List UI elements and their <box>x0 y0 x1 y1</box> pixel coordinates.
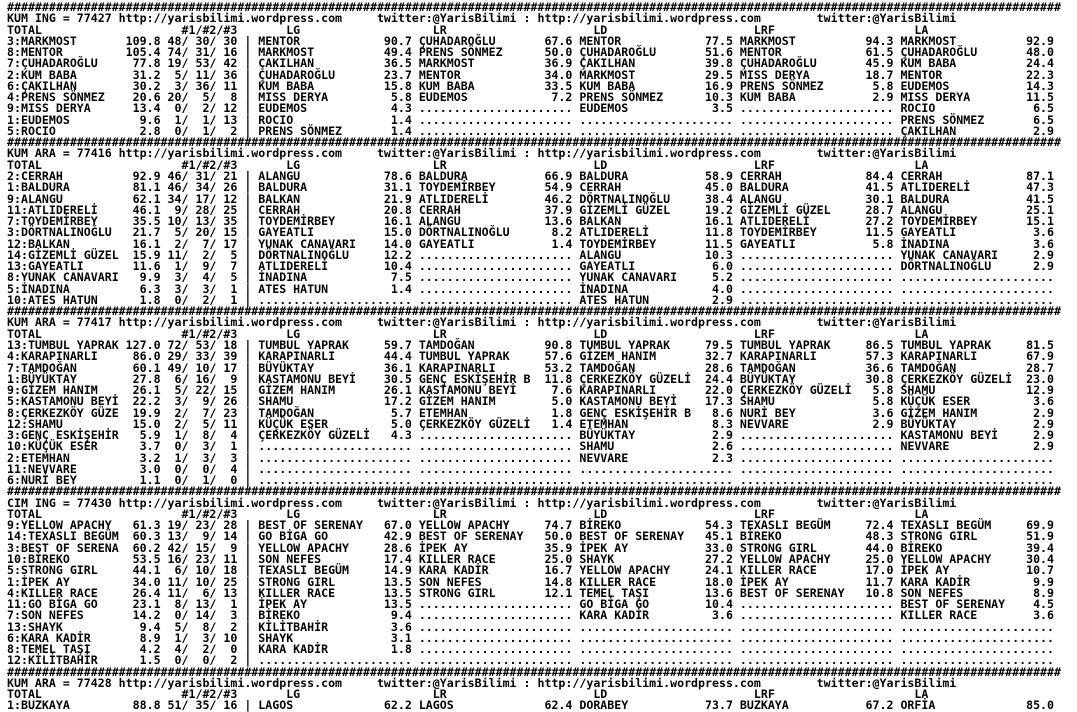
data-row: 12:KİLİTBAHİR 1.5 0/ 0/ 2 | ...................... ...................... ...................... ...................... ...................... <box>7 653 1055 668</box>
data-row: 3:GENÇ ESKİŞEHİR 5.9 1/ 8/ 4 | ÇERKEZKÖY GÜZELİ 4.3 ...................... BÜYÜKTAY 2.9 ...................... KASTAMONU BEYİ 2.9 <box>7 428 1055 443</box>
data-row: 7:ÇUHADAROĞLU 77.8 19/ 53/ 42 | ÇAKILHAN 36.5 MARKMOST 36.9 ÇAKILHAN 39.8 ÇUHADAROĞLU 45.9 KUM BABA 24.4 <box>7 56 1055 71</box>
data-row: 14:GİZEMLİ GÜZEL 15.9 11/ 2/ 5 | DÖRTNALINOĞLU 12.2 ...................... ALANGU 10.3 ...................... YUNAK CANAVARI 2.9 <box>7 247 1055 262</box>
section-header: KUM ARA = 77416 http://yarisbilimi.wordpress.com twitter:@YarisBilimi : http://yarisbilimi.wordpress.com twitter:@YarisBilimi <box>7 146 957 161</box>
hash-divider: ####################################################################################################################################################### <box>7 664 1061 679</box>
data-row: 1:BALDURA 81.1 46/ 34/ 26 | BALDURA 31.1 TOYDEMİRBEY 54.9 CERRAH 45.0 BALDURA 41.5 ATLIDERELİ 47.3 <box>7 180 1055 195</box>
data-row: 4:KILLER RACE 26.4 11/ 6/ 13 | KILLER RACE 13.5 STRONG GIRL 12.1 TEMEL TAŞI 13.6 BEST OF SERENAY 10.8 SON NEFES 8.9 <box>7 585 1055 600</box>
data-row: 12:SHAMU 15.0 2/ 5/ 11 | KÜÇÜK ESER 5.0 ÇERKEZKÖY GÜZELİ 1.4 ETEMHAN 8.3 NEVVARE 2.9 BÜYÜKTAY 2.9 <box>7 416 1055 431</box>
data-row: 13:TUMBUL YAPRAK 127.0 72/ 53/ 18 | TUMBUL YAPRAK 59.7 TAMDOĞAN 90.8 TUMBUL YAPRAK 79.5 TUMBUL YAPRAK 86.5 TUMBUL YAPRAK 81.5 <box>7 337 1055 352</box>
data-row: 5:STRONG GIRL 44.1 6/ 10/ 18 | TEXASLI BEGÜM 14.9 KARA KADİR 16.7 YELLOW APACHY 24.1 KILLER RACE 17.0 İPEK AY 10.7 <box>7 563 1055 578</box>
data-row: 1:İPEK AY 34.0 11/ 10/ 25 | STRONG GIRL 13.5 SON NEFES 14.8 KILLER RACE 18.0 İPEK AY 11.7 KARA KADİR 9.9 <box>7 574 1055 589</box>
data-row: 13:GAYEATLI 11.6 1/ 9/ 7 | ATLIDERELİ 10.4 ...................... GAYEATLI 6.0 ...................... DÖRTNALINOĞLU 2.9 <box>7 259 1055 274</box>
race-section-77430 <box>7 486 1077 666</box>
data-row: 8:YUNAK CANAVARI 9.9 3/ 4/ 5 | İNADINA 7.5 ...................... YUNAK CANAVARI 5.2 ...................... ...................... <box>7 270 1055 285</box>
data-row: 10:BİREKO 53.5 16/ 23/ 11 | SON NEFES 17.4 KILLER RACE 25.0 SHAYK 27.2 YELLOW APACHY 25.0 YELLOW APACHY 30.4 <box>7 552 1055 567</box>
hash-divider: ####################################################################################################################################################### <box>7 135 1061 150</box>
hash-divider: ####################################################################################################################################################### <box>7 304 1061 319</box>
data-row: 12:BALKAN 16.1 2/ 7/ 17 | YUNAK CANAVARI 14.0 GAYEATLI 1.4 TOYDEMİRBEY 11.5 GAYEATLI 5.8 İNADINA 3.6 <box>7 236 1055 251</box>
race-section-77417 <box>7 306 1077 486</box>
data-row: 9:GİZEM HANIM 26.1 5/ 22/ 15 | GİZEM HANIM 26.1 KASTAMONU BEYİ 7.6 KARAPINARLI 22.0 ÇERKEZKÖY GÜZELİ 5.8 SHAMU 12.9 <box>7 383 1055 398</box>
data-row: 2:ETEMHAN 3.2 1/ 3/ 3 | ...................... ...................... NEVVARE 2.3 ...................... ...................... <box>7 450 1055 465</box>
section-header: KUM ARA = 77417 http://yarisbilimi.wordpress.com twitter:@YarisBilimi : http://yarisbilimi.wordpress.com twitter:@YarisBilimi <box>7 315 957 330</box>
data-row: 5:KASTAMONU BEYİ 22.2 3/ 9/ 26 | SHAMU 17.2 GİZEM HANIM 5.0 KASTAMONU BEYİ 17.3 SHAMU 5.8 KÜÇÜK ESER 3.6 <box>7 394 1055 409</box>
data-row: 7:TAMDOĞAN 60.1 49/ 10/ 17 | BÜYÜKTAY 36.1 KARAPINARLI 53.2 TAMDOĞAN 28.6 TAMDOĞAN 36.6 TAMDOĞAN 28.7 <box>7 360 1055 375</box>
data-row: 7:TOYDEMİRBEY 35.5 10/ 13/ 35 | TOYDEMİRBEY 16.1 ALANGU 13.6 BALKAN 16.1 ATLIDERELİ 27.2 TOYDEMİRBEY 15.1 <box>7 214 1055 229</box>
section-header: KUM ING = 77427 http://yarisbilimi.wordpress.com twitter:@YarisBilimi : http://yarisbilimi.wordpress.com twitter:@YarisBilimi <box>7 11 957 26</box>
data-row: 6:ÇAKILHAN 30.2 3/ 36/ 11 | KUM BABA 15.8 KUM BABA 33.5 KUM BABA 16.9 PRENS SÖNMEZ 5.8 EUDEMOS 14.3 <box>7 78 1055 93</box>
data-row: 9:ALANGU 62.1 34/ 17/ 12 | BALKAN 21.9 ATLIDERELİ 46.2 DÖRTNALINOĞLU 38.4 ALANGU 30.1 BALDURA 41.5 <box>7 191 1055 206</box>
race-section-77427 <box>7 2 1077 137</box>
data-row: 5:İNADINA 6.3 3/ 3/ 1 | ATES HATUN 1.4 ...................... İNADINA 4.0 ...................... ...................... <box>7 281 1055 296</box>
data-row: 10:ATES HATUN 1.8 0/ 2/ 1 | ...................... ...................... ATES HATUN 2.9 ...................... ...................... <box>7 292 1055 307</box>
hash-divider: ####################################################################################################################################################### <box>7 0 1061 14</box>
data-row: 2:KUM BABA 31.2 5/ 11/ 36 | ÇUHADAROĞLU 23.7 MENTOR 34.0 MARKMOST 29.5 MISS DERYA 18.7 MENTOR 22.3 <box>7 67 1055 82</box>
data-row: 11:NEVVARE 3.0 0/ 0/ 4 | ...................... ...................... ...................... ...................... ...................... <box>7 461 1055 476</box>
data-row: 6:NURİ BEY 1.1 0/ 1/ 0 | ...................... ...................... ...................... ...................... ...................... <box>7 473 1055 488</box>
data-row: 1:BÜYÜKTAY 27.8 6/ 16/ 9 | KASTAMONU BEYİ 30.5 GENÇ ESKİŞEHİR B 11.8 ÇERKEZKÖY GÜZELİ 24.4 BÜYÜKTAY 30.8 ÇERKEZKÖY GÜZELİ 23.0 <box>7 371 1055 386</box>
column-header-row: TOTAL #1/#2/#3 LG LR LD LRF LA <box>7 22 1061 37</box>
column-header-row: TOTAL #1/#2/#3 LG LR LD LRF LA <box>7 506 1061 521</box>
data-row: 4:KARAPINARLI 86.0 29/ 33/ 39 | KARAPINARLI 44.4 TUMBUL YAPRAK 57.6 GİZEM HANIM 32.7 KARAPINARLI 57.3 KARAPINARLI 67.9 <box>7 349 1055 364</box>
data-row: 6:KARA KADİR 8.9 1/ 3/ 10 | SHAYK 3.1 ...................... ...................... ...................... ...................... <box>7 630 1055 645</box>
data-row: 8:ÇERKEZKÖY GÜZE 19.9 2/ 7/ 23 | TAMDOĞAN 5.7 ETEMHAN 1.8 GENÇ ESKİŞEHİR B 8.6 NURİ BEY 3.6 GİZEM HANIM 2.9 <box>7 405 1055 420</box>
data-row: 14:TEXASLI BEGÜM 60.3 13/ 9/ 14 | GO BİGA GO 42.9 BEST OF SERENAY 50.0 BEST OF SERENAY 45.1 BİREKO 48.3 STRONG GIRL 51.9 <box>7 529 1055 544</box>
data-row: 3:BEST OF SERENA 60.2 42/ 15/ 9 | YELLOW APACHY 28.6 İPEK AY 35.9 İPEK AY 33.0 STRONG GIRL 44.0 BİREKO 39.4 <box>7 540 1055 555</box>
data-row: 2:CERRAH 92.9 46/ 31/ 21 | ALANGU 78.6 BALDURA 66.9 BALDURA 58.9 CERRAH 84.4 CERRAH 87.1 <box>7 168 1055 183</box>
data-row: 3:DÖRTNALINOĞLU 21.7 5/ 20/ 15 | GAYEATLI 15.0 DÖRTNALINOĞLU 8.2 ATLIDERELİ 11.8 TOYDEMİRBEY 11.5 GAYEATLI 3.6 <box>7 225 1055 240</box>
column-header-row: TOTAL #1/#2/#3 LG LR LD LRF LA <box>7 687 1061 702</box>
section-header: KUM ARA = 77428 http://yarisbilimi.wordpress.com twitter:@YarisBilimi : http://yarisbilimi.wordpress.com twitter:@YarisBilimi <box>7 675 957 690</box>
data-row: 9:YELLOW APACHY 61.3 19/ 23/ 28 | BEST OF SERENAY 67.0 YELLOW APACHY 74.7 BİREKO 54.3 TEXASLI BEGÜM 72.4 TEXASLI BEGÜM 69.9 <box>7 518 1055 533</box>
data-row: 11:GO BİGA GO 23.1 8/ 13/ 1 | İPEK AY 13.5 ...................... GO BİGA GO 10.4 ...................... BEST OF SERENAY 4.5 <box>7 597 1055 612</box>
data-row: 1:BUZKAYA 88.8 51/ 35/ 16 | LAGOS 62.2 LAGOS 62.4 DORABEY 73.7 BUZKAYA 67.2 ORFİA 85.0 <box>7 698 1055 712</box>
data-row: 13:SHAYK 9.4 5/ 8/ 2 | KİLİTBAHİR 3.6 ...................... ...................... ...................... ...................... <box>7 619 1055 634</box>
column-header-row: TOTAL #1/#2/#3 LG LR LD LRF LA <box>7 157 1061 172</box>
hash-divider: ####################################################################################################################################################### <box>7 484 1061 499</box>
data-row: 4:PRENS SÖNMEZ 20.6 20/ 5/ 8 | MISS DERYA 5.8 EUDEMOS 7.2 PRENS SÖNMEZ 10.3 KUM BABA 2.9 MISS DERYA 11.5 <box>7 90 1055 105</box>
section-header: CIM ING = 77430 http://yarisbilimi.wordpress.com twitter:@YarisBilimi : http://yarisbilimi.wordpress.com twitter:@YarisBilimi <box>7 495 957 510</box>
race-section-77428 <box>7 664 1077 712</box>
data-row: 10:KÜÇÜK ESER 3.7 0/ 3/ 1 | ...................... ...................... SHAMU 2.6 ...................... NEVVARE 2.9 <box>7 439 1055 454</box>
data-row: 7:SON NEFES 14.2 0/ 14/ 3 | BİREKO 9.4 ...................... KARA KADİR 3.6 ...................... KILLER RACE 3.6 <box>7 608 1055 623</box>
data-row: 8:MENTOR 105.4 74/ 31/ 16 | MARKMOST 49.4 PRENS SÖNMEZ 50.0 ÇUHADAROĞLU 51.6 MENTOR 61.5 ÇUHADAROĞLU 48.0 <box>7 45 1055 60</box>
column-header-row: TOTAL #1/#2/#3 LG LR LD LRF LA <box>7 326 1061 341</box>
race-section-77416 <box>7 137 1077 306</box>
data-row: 8:TEMEL TAŞI 4.2 4/ 2/ 0 | KARA KADİR 1.8 ...................... ...................... ...................... ...................... <box>7 642 1055 657</box>
data-row: 5:ROCIO 2.8 0/ 1/ 2 | PRENS SÖNMEZ 1.4 ...................... ...................... ...................... ÇAKILHAN 2.9 <box>7 123 1055 138</box>
data-row: 11:ATLIDERELİ 46.1 9/ 28/ 25 | CERRAH 20.8 CERRAH 37.9 GİZEMLİ GÜZEL 19.2 GİZEMLİ GÜZEL 28.7 ALANGU 25.1 <box>7 202 1055 217</box>
data-row: 3:MARKMOST 109.8 48/ 30/ 30 | MENTOR 90.7 ÇUHADAROĞLU 67.6 MENTOR 77.5 MARKMOST 94.3 MARKMOST 92.9 <box>7 33 1055 48</box>
data-row: 9:MISS DERYA 13.4 0/ 2/ 12 | EUDEMOS 4.3 ...................... EUDEMOS 3.5 ...................... ROCIO 6.5 <box>7 101 1055 116</box>
data-row: 1:EUDEMOS 9.6 1/ 1/ 13 | ROCIO 1.4 ...................... ...................... ...................... PRENS SÖNMEZ 6.5 <box>7 112 1055 127</box>
